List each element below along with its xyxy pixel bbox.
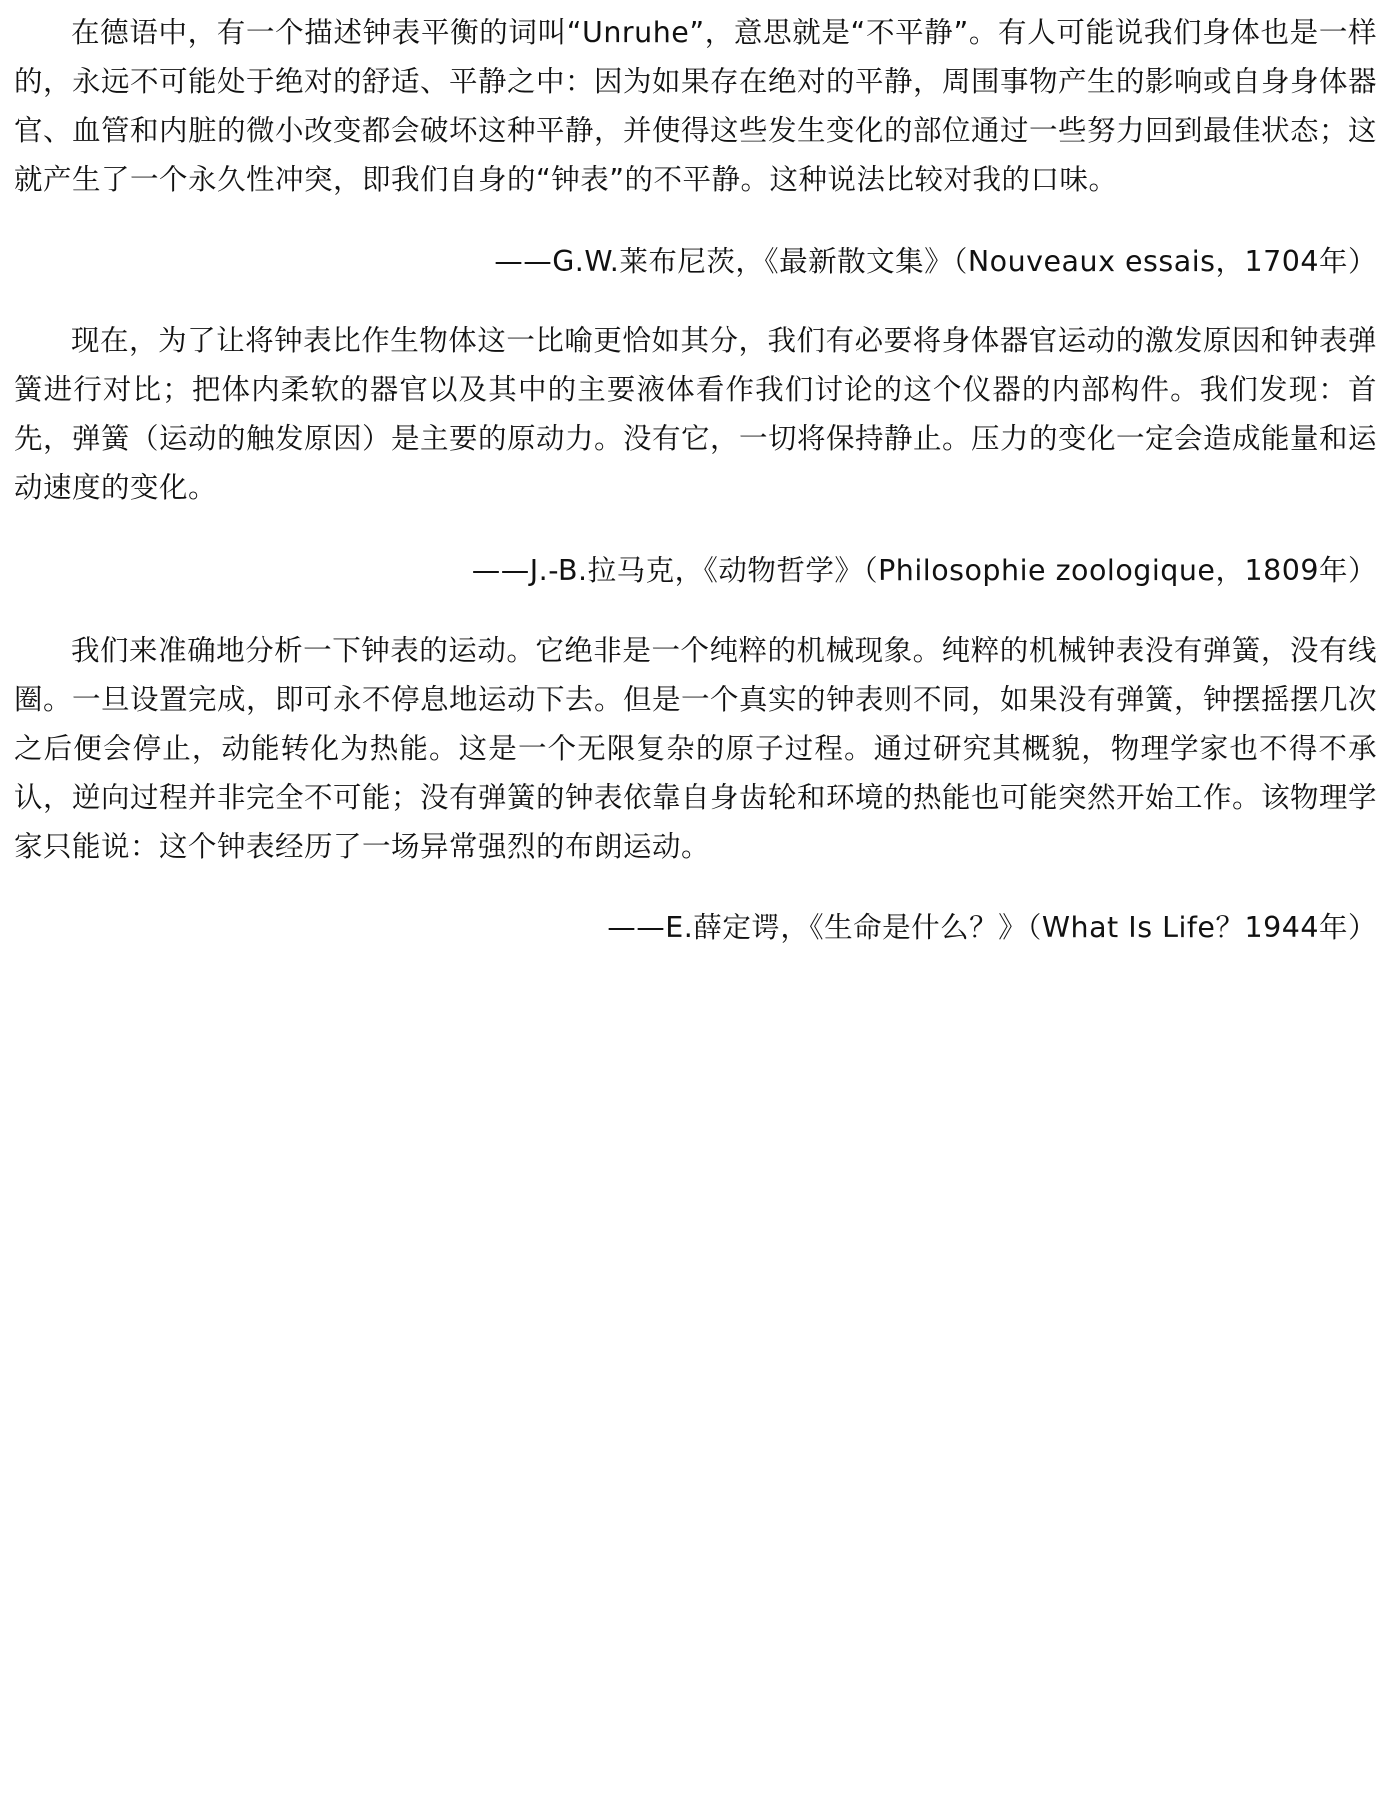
quote-schrodinger-attribution: ——E.薛定谔，《生命是什么？》（What Is Life？1944年）: [607, 911, 1377, 944]
quote-lamarck-text: 现在，为了让将钟表比作生物体这一比喻更恰如其分，我们有必要将身体器官运动的激发原因和钟表弹簧进行对比；把体内柔软的器官以及其中的主要液体看作我们讨论的这个仪器的内部构件。我们发现：首先，弹簧（运动的触发原因）是主要的原动力。没有它，一切将保持静止。压力的变化一定会造成能量和运动速度的变化。: [14, 324, 1378, 504]
quote-schrodinger-text: 我们来准确地分析一下钟表的运动。它绝非是一个纯粹的机械现象。纯粹的机械钟表没有弹簧，没有线圈。一旦设置完成，即可永不停息地运动下去。但是一个真实的钟表则不同，如果没有弹簧，钟摆摇摆几次之后便会停止，动能转化为热能。这是一个无限复杂的原子过程。通过研究其概貌，物理学家也不得不承认，逆向过程并非完全不可能；没有弹簧的钟表依靠自身齿轮和环境的热能也可能突然开始工作。该物理学家只能说：这个钟表经历了一场异常强烈的布朗运动。: [14, 634, 1378, 863]
quote-lamarck-attribution: ——J.-B.拉马克，《动物哲学》（Philosophie zoologique，1809年）: [471, 554, 1377, 587]
document-page: [14, 8, 1377, 952]
quote-leibniz-text: 在德语中，有一个描述钟表平衡的词叫“Unruhe”，意思就是“不平静”。有人可能说我们身体也是一样的，永远不可能处于绝对的舒适、平静之中：因为如果存在绝对的平静，周围事物产生的影响或自身身体器官、血管和内脏的微小改变都会破坏这种平静，并使得这些发生变化的部位通过一些努力回到最佳状态；这就产生了一个永久性冲突，即我们自身的“钟表”的不平静。这种说法比较对我的口味。: [14, 16, 1378, 196]
quote-leibniz-attribution: ——G.W.莱布尼茨，《最新散文集》（Nouveaux essais，1704年）: [494, 245, 1377, 278]
